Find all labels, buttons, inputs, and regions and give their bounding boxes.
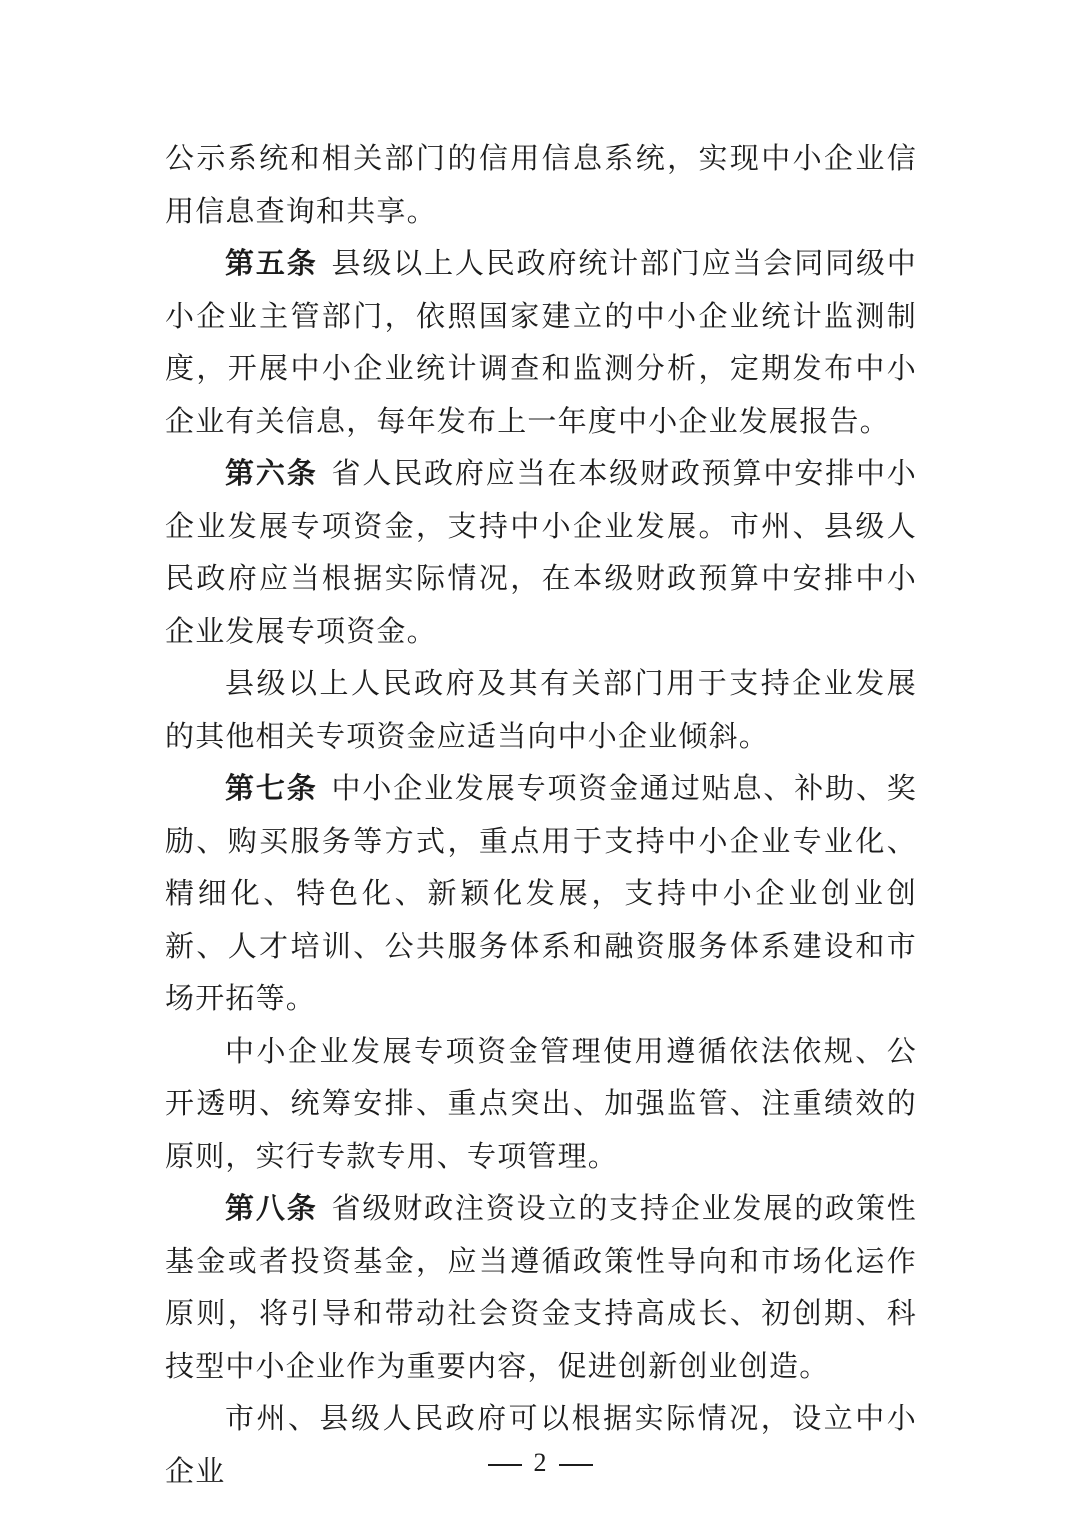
paragraph-article-6-clause-2 xyxy=(165,657,917,762)
paragraph-text: 县级以上人民政府统计部门应当会同同级中小企业主管部门，依照国家建立的中小企业统计监测制度，开展中小企业统计调查和监测分析，定期发布中小企业有关信息，每年发布上一年度中小企业发展报告。 xyxy=(165,246,917,438)
left-dash xyxy=(488,1464,522,1466)
paragraph-text: 省级财政注资设立的支持企业发展的政策性基金或者投资基金，应当遵循政策性导向和市场化运作原则，将引导和带动社会资金支持高成长、初创期、科技型中小企业作为重要内容，促进创新创业创造。 xyxy=(165,1191,917,1383)
article-title: 第八条 xyxy=(225,1191,318,1225)
article-title: 第七条 xyxy=(225,771,318,805)
article-title: 第五条 xyxy=(225,246,318,280)
body-text xyxy=(165,132,917,1497)
paragraph-1 xyxy=(165,132,917,237)
paragraph-article-7-clause-2 xyxy=(165,1025,917,1183)
page-footer xyxy=(0,1446,1080,1480)
paragraph-article-8 xyxy=(165,1182,917,1392)
paragraph-article-8-clause-2 xyxy=(165,1392,917,1497)
right-dash xyxy=(559,1464,593,1466)
paragraph-article-7 xyxy=(165,762,917,1025)
paragraph-article-6 xyxy=(165,447,917,657)
article-title: 第六条 xyxy=(225,456,318,490)
paragraph-article-5 xyxy=(165,237,917,447)
paragraph-text: 中小企业发展专项资金通过贴息、补助、奖励、购买服务等方式，重点用于支持中小企业专业化、精细化、特色化、新颖化发展，支持中小企业创业创新、人才培训、公共服务体系和融资服务体系建设和市场开拓等。 xyxy=(165,771,917,1015)
paragraph-text: 省人民政府应当在本级财政预算中安排中小企业发展专项资金，支持中小企业发展。市州、县级人民政府应当根据实际情况，在本级财政预算中安排中小企业发展专项资金。 xyxy=(165,456,917,648)
paragraph-text: 县级以上人民政府及其有关部门用于支持企业发展的其他相关专项资金应适当向中小企业倾斜。 xyxy=(165,666,917,753)
paragraph-text: 中小企业发展专项资金管理使用遵循依法依规、公开透明、统筹安排、重点突出、加强监管、注重绩效的原则，实行专款专用、专项管理。 xyxy=(165,1033,917,1173)
paragraph-text: 市州、县级人民政府可以根据实际情况，设立中小企业 xyxy=(165,1401,917,1488)
page-number: 2 xyxy=(533,1448,547,1477)
paragraph-text: 公示系统和相关部门的信用信息系统，实现中小企业信用信息查询和共享。 xyxy=(165,141,917,228)
